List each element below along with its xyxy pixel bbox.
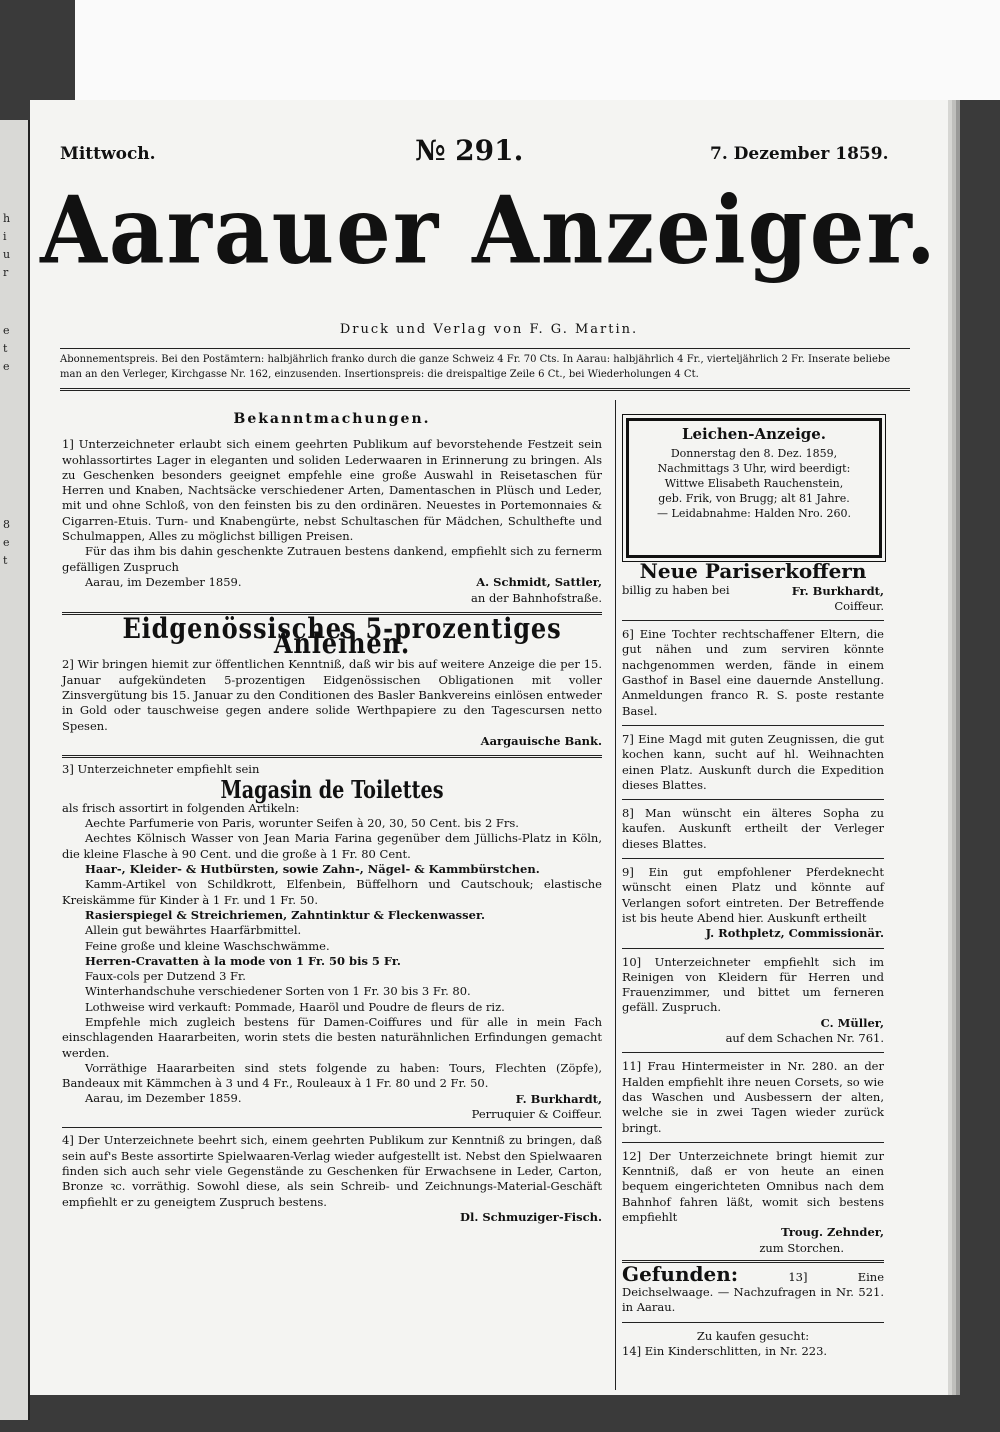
subscription-notice: Abonnementspreis. Bei den Postämtern: halbjährlich franko durch die ganze Schweiz 4 Fr. 70 Cts. In Aarau: halbjährlich 4 Fr., vierteljährlich 2 Fr. Inserate beliebe man an den Verleger, Kirchgasse Nr. 162, einzusenden. Insertionspreis: die dreispaltige Zeile 6 Ct., bei Wiederholungen 4 Ct. bbox=[60, 354, 891, 380]
margin-fragment: e bbox=[3, 324, 10, 337]
ad-toilettes-title: Perruquier & Coiffeur. bbox=[471, 1107, 602, 1122]
newspaper-page bbox=[30, 100, 948, 1395]
section-title: Bekanntmachungen. bbox=[233, 411, 431, 427]
toilettes-line: Herren-Cravatten à la mode von 1 Fr. 50 bis 5 Fr. bbox=[85, 953, 401, 968]
toilettes-line: Aechtes Kölnisch Wasser von Jean Maria Farina gegenüber dem Jüllichs-Platz in Köln, die kleine Flasche à 90 Cent. und die große à 1 Fr. 80 Cent. bbox=[62, 831, 602, 861]
ad-daughter: 6] Eine Tochter rechtschaffener Eltern, die gut nähen und zum serviren könnte nachgenommen werden, fände in einem Gasthof in Basel eine dauernde Anstellung. Anmeldungen franco R. S. poste restante Basel. bbox=[622, 627, 884, 718]
issue-date: 7. Dezember 1859. bbox=[710, 144, 889, 164]
toilettes-line: Vorräthige Haararbeiten sind stets folgende zu haben: Tours, Flechten (Zöpfe), Bandeaux mit Kämmchen à 3 und 4 Fr., Rouleaux à 1 Fr. 80 und 2 Fr. 50. bbox=[62, 1060, 602, 1091]
ad-loan-text: 2] Wir bringen hiemit zur öffentlichen Kenntniß, daß wir bis auf weitere Anzeige die per 15. Januar aufgekündeten 5-prozentigen Eidgenössischen Obligationen mit voller Zinsvergütung bis 15. Januar zu den Conditionen des Basler Bankvereins einlösen entweder in Gold oder tauschweise gegen andere solide Werthpapiere zu den Tagescursen netto Spesen. bbox=[62, 657, 602, 733]
funeral-title: Leichen-Anzeige. bbox=[681, 425, 827, 443]
ad-cleaning: 10] Unterzeichneter empfiehlt sich im Reinigen von Kleidern für Herren und Frauenzimmer, und bittet um ferneren gefäll. Zuspruch. bbox=[622, 954, 884, 1015]
divider bbox=[622, 858, 884, 859]
funeral-line: Nachmittags 3 Uhr, wird beerdigt: bbox=[657, 462, 851, 475]
toilettes-line: Feine große und kleine Waschschwämme. bbox=[85, 938, 330, 953]
ad-toilettes-intro: 3] Unterzeichneter empfiehlt sein bbox=[62, 762, 260, 777]
margin-fragment: e bbox=[3, 360, 10, 373]
funeral-notice-box bbox=[626, 418, 882, 558]
funeral-line: — Leidabnahme: Halden Nro. 260. bbox=[657, 507, 851, 520]
trunks-signature: Fr. Burkhardt, bbox=[791, 583, 884, 598]
divider bbox=[62, 1127, 602, 1128]
toilettes-line: als frisch assortirt in folgenden Artikeln: bbox=[62, 800, 300, 815]
margin-fragment: r bbox=[3, 266, 9, 279]
margin-fragment: i bbox=[3, 230, 7, 243]
toilettes-line: Empfehle mich zugleich bestens für Damen-Coiffures und für alle in mein Fach einschlagenden Haararbeiten, worin stets die besten naturähnlichen Erfindungen gemacht werden. bbox=[62, 1014, 602, 1060]
margin-fragment: u bbox=[3, 248, 11, 261]
loan-heading: Eidgenössisches 5-prozentiges Anleihen. bbox=[122, 611, 562, 661]
ad-omnibus-signature: Troug. Zehnder, bbox=[781, 1225, 884, 1240]
funeral-line: Wittwe Elisabeth Rauchenstein, bbox=[664, 477, 844, 490]
right-column bbox=[622, 559, 884, 1359]
toilettes-line: Lothweise wird verkauft: Pommade, Haaröl und Poudre de fleurs de riz. bbox=[85, 999, 505, 1014]
ad-omnibus: 12] Der Unterzeichnete bringt hiemit zur Kenntniß, daß er von heute an einen bequem eingerichteten Omnibus nach dem Bahnhof fahren läßt, womit sich bestens empfiehlt bbox=[622, 1148, 884, 1224]
toilettes-heading: Magasin de Toilettes bbox=[220, 774, 444, 804]
toilettes-line: Aechte Parfumerie von Paris, worunter Seifen à 20, 30, 50 Cent. bis 2 Frs. bbox=[85, 816, 519, 831]
trunks-text: billig zu haben bei bbox=[622, 583, 730, 598]
issue-day: Mittwoch. bbox=[60, 144, 156, 164]
toilettes-line: Winterhandschuhe verschiedener Sorten von 1 Fr. 30 bis 3 Fr. 80. bbox=[85, 984, 471, 999]
masthead-title: Aarauer Anzeiger. bbox=[40, 175, 938, 286]
margin-fragment: h bbox=[3, 212, 11, 225]
divider bbox=[622, 1260, 884, 1263]
wanted-label: Zu kaufen gesucht: bbox=[696, 1328, 810, 1343]
ad-corsets: 11] Frau Hintermeister in Nr. 280. an der Halden empfiehlt ihre neuen Corsets, so wie das Waschen und Ausbessern der alten, welche sie in zwei Tagen wieder zurück bringt. bbox=[622, 1059, 884, 1135]
divider bbox=[622, 948, 884, 949]
margin-fragment: t bbox=[3, 342, 8, 355]
imprint: Druck und Verlag von F. G. Martin. bbox=[339, 322, 639, 337]
divider bbox=[60, 388, 910, 391]
divider bbox=[622, 1052, 884, 1053]
ad-leather-place: Aarau, im Dezember 1859. bbox=[85, 574, 242, 589]
ad-stableman: 9] Ein gut empfohlener Pferdeknecht wünscht einen Platz und könnte auf Verlangen sofort eintreten. Der Betreffende ist bis heute Abend hier. Auskunft ertheilt bbox=[622, 865, 884, 925]
column-divider bbox=[615, 400, 616, 1390]
ad-toys-signature: Dl. Schmuziger-Fisch. bbox=[459, 1209, 602, 1224]
divider bbox=[622, 620, 884, 621]
issue-number: № 291. bbox=[415, 134, 524, 167]
toilettes-line: Allein gut bewährtes Haarfärbmittel. bbox=[85, 923, 302, 938]
margin-fragment: e bbox=[3, 536, 10, 549]
margin-fragment: t bbox=[3, 554, 8, 567]
ad-toys-text: 4] Der Unterzeichnete beehrt sich, einem geehrten Publikum zur Kenntniß zu bringen, daß sein auf's Beste assortirte Spielwaaren-Verlag wieder aufgestellt ist. Nebst den Spielwaaren finden sich auch sehr viele Gegenstände zu Geschenken für Erwachsene in Leder, Carton, Bronze ꝛc. vorräthig. Sowohl diese, als sein Schreib- und Zeichnungs-Material-Geschäft empfiehlt er zu geneigtem Zuspruch bestens. bbox=[62, 1133, 602, 1209]
left-column bbox=[62, 410, 602, 1225]
divider bbox=[60, 348, 910, 349]
found-text: 13] Eine Deichselwaage. — Nachzufragen in Nr. 521. in Aarau. bbox=[622, 1269, 884, 1315]
divider bbox=[622, 1322, 884, 1323]
funeral-line: Donnerstag den 8. Dez. 1859, bbox=[670, 447, 838, 460]
ad-sofa: 8] Man wünscht ein älteres Sopha zu kaufen. Auskunft ertheilt der Verleger dieses Blattes. bbox=[622, 806, 884, 851]
divider bbox=[62, 755, 602, 758]
ad-loan-signature: Aargauische Bank. bbox=[480, 733, 602, 748]
ad-maid: 7] Eine Magd mit guten Zeugnissen, die gut kochen kann, sucht auf hl. Weihnachten einen Platz. Auskunft durch die Expedition dieses Blattes. bbox=[622, 731, 884, 792]
toilettes-line: Kamm-Artikel von Schildkrott, Elfenbein, Büffelhorn und Cautschouk; elastische Kreiskämme für Kinder à 1 Fr. und 1 Fr. 50. bbox=[62, 877, 602, 907]
divider bbox=[622, 799, 884, 800]
ad-leather-address: an der Bahnhofstraße. bbox=[471, 590, 602, 605]
ad-omnibus-address: zum Storchen. bbox=[759, 1240, 844, 1255]
ad-toilettes-place: Aarau, im Dezember 1859. bbox=[85, 1091, 242, 1106]
trunks-title: Coiffeur. bbox=[834, 598, 884, 613]
divider bbox=[622, 1142, 884, 1143]
ad-stableman-signature: J. Rothpletz, Commissionär. bbox=[705, 926, 884, 941]
wanted-text: 14] Ein Kinderschlitten, in Nr. 223. bbox=[622, 1344, 828, 1359]
ad-leather-goods: 1] Unterzeichneter erlaubt sich einem geehrten Publikum auf bevorstehende Festzeit sein wohlassortirtes Lager in eleganten und soliden Lederwaaren in Erinnerung zu bringen. Als zu Geschenken besonders geeignet empfehle eine große Auswahl in Reisetaschen für Herren und Knaben, Nachtsäcke verschiedener Arten, Damentaschen in Plüsch und Leder, mit und ohne Schloß, von den feinsten bis zu den ordinären. Neuestes in Portemonnaies & Cigarren-Etuis. Turn- und Knabengürte, nebst Schultaschen für Mädchen, Schulthefte und Schulmappen, Alles zu möglichst billigen Preisen. bbox=[62, 437, 602, 544]
ad-cleaning-signature: C. Müller, bbox=[820, 1015, 884, 1030]
toilettes-line: Rasierspiegel & Streichriemen, Zahntinktur & Fleckenwasser. bbox=[85, 907, 485, 922]
background-top bbox=[75, 0, 1000, 100]
ad-cleaning-address: auf dem Schachen Nr. 761. bbox=[725, 1031, 884, 1046]
toilettes-line: Faux-cols per Dutzend 3 Fr. bbox=[85, 969, 246, 984]
funeral-line: geb. Frik, von Brugg; alt 81 Jahre. bbox=[658, 492, 850, 505]
ad-leather-signature: A. Schmidt, Sattler, bbox=[476, 575, 602, 590]
ad-toilettes-signature: F. Burkhardt, bbox=[515, 1091, 602, 1106]
toilettes-line: Haar-, Kleider- & Hutbürsten, sowie Zahn-, Nägel- & Kammbürstchen. bbox=[85, 862, 540, 877]
margin-fragment: 8 bbox=[3, 518, 10, 531]
divider bbox=[622, 725, 884, 726]
found-label: Gefunden: bbox=[622, 1261, 739, 1286]
ad-leather-thanks: Für das ihm bis dahin geschenkte Zutrauen bestens dankend, empfiehlt sich zu fernerm gefälligen Zuspruch bbox=[62, 544, 602, 574]
adjacent-page-edge bbox=[0, 120, 30, 1420]
trunks-heading: Neue Pariserkoffern bbox=[639, 559, 867, 583]
